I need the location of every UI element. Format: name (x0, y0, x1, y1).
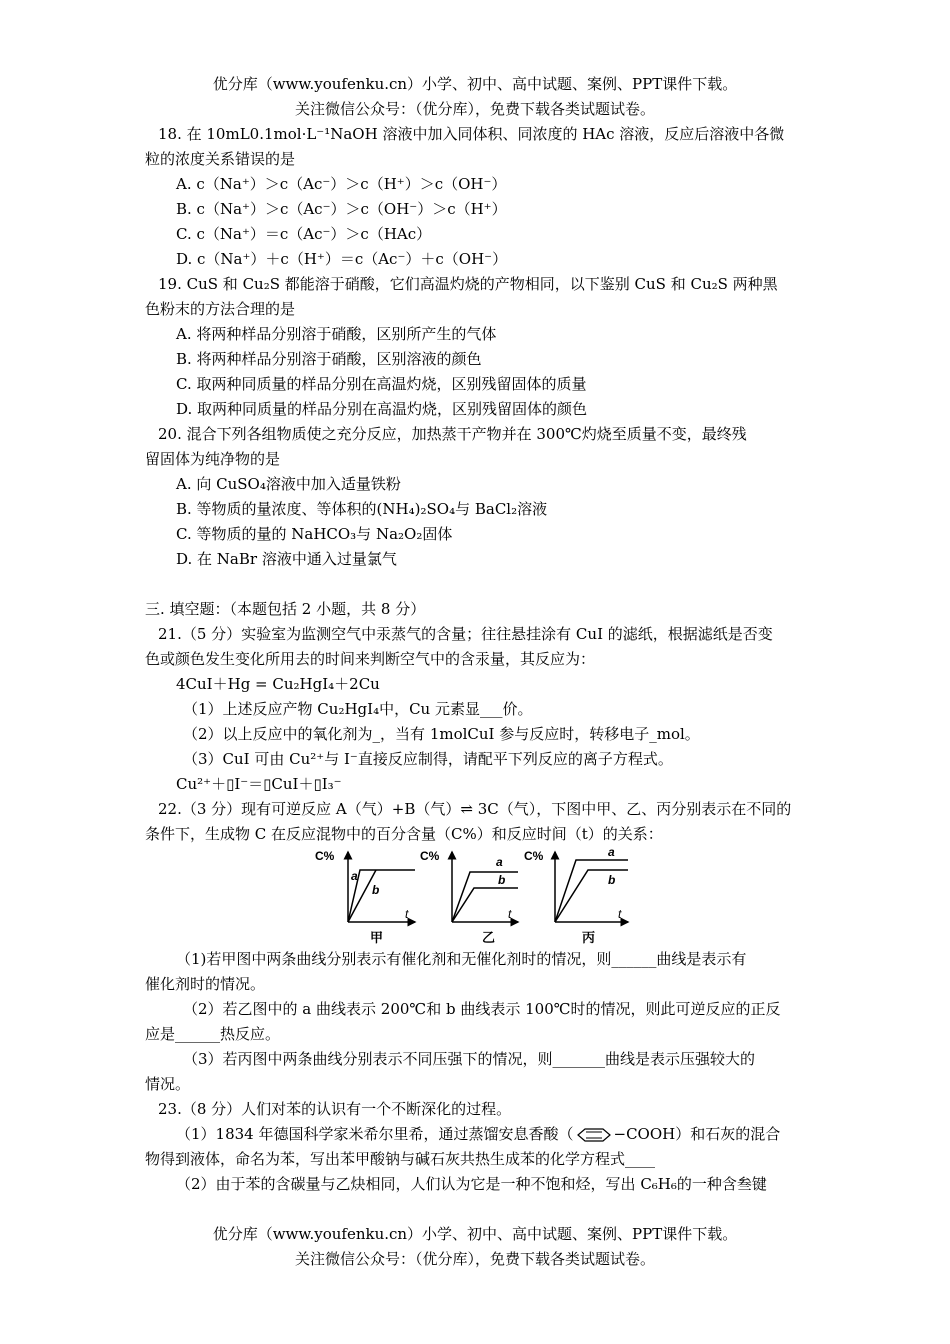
q18-option-c: C. c（Na⁺）＝c（Ac⁻）＞c（HAc） (176, 225, 432, 243)
panel-jia (315, 849, 415, 945)
panel-yi-label-a: a (496, 855, 503, 869)
q22-stem-2: 条件下，生成物 C 在反应混物中的百分含量（C%）和反应时间（t）的关系： (145, 825, 663, 843)
q21-stem-1: 21.（5 分）实验室为监测空气中汞蒸气的含量；往往悬挂涂有 CuI 的滤纸，根据滤纸是否变 (158, 625, 773, 643)
q21-equation: 4CuI＋Hg = Cu₂HgI₄＋2Cu (176, 675, 380, 693)
q20-option-b: B. 等物质的量浓度、等体积的(NH₄)₂SO₄与 BaCl₂溶液 (176, 500, 548, 518)
q22-part-3-a: （3）若丙图中两条曲线分别表示不同压强下的情况，则_______曲线是表示压强较大的 (183, 1050, 756, 1068)
panel-yi-ylabel: C% (420, 849, 440, 863)
q23-part-1-a-pre: （1）1834 年德国科学家米希尔里希，通过蒸馏安息香酸（ (176, 1125, 574, 1143)
header-line-1: 优分库（www.youfenku.cn）小学、初中、高中试题、案例、PPT课件下载。 (212, 75, 738, 93)
q21-part-3: （3）CuI 可由 Cu²⁺与 I⁻直接反应制得，请配平下列反应的离子方程式。 (183, 750, 673, 768)
header-line-2: 关注微信公众号：（优分库），免费下载各类试题试卷。 (294, 100, 655, 118)
q18-stem-1: 18. 在 10mL0.1mol·L⁻¹NaOH 溶液中加入同体积、同浓度的 HAc 溶液，反应后溶液中各微 (158, 125, 785, 143)
panel-yi-xlabel: t (508, 907, 512, 921)
panel-bing (524, 845, 628, 945)
section-3-heading: 三. 填空题：（本题包括 2 小题，共 8 分） (145, 600, 426, 618)
panel-jia-caption: 甲 (370, 930, 384, 945)
panel-yi (420, 849, 518, 945)
panel-jia-label-a: a (351, 869, 358, 883)
q23-part-1-b: 物得到液体，命名为苯，写出苯甲酸钠与碱石灰共热生成苯的化学方程式____ (145, 1150, 656, 1168)
q19-option-b: B. 将两种样品分别溶于硝酸，区别溶液的颜色 (176, 350, 482, 368)
q22-figure (310, 842, 640, 946)
q21-stem-2: 色或颜色发生变化所用去的时间来判断空气中的含汞量，其反应为： (145, 650, 596, 668)
footer-line-2: 关注微信公众号：（优分库），免费下载各类试题试卷。 (294, 1250, 655, 1268)
q21-ionic-equation: Cu²⁺＋▯I⁻＝▯CuI＋▯I₃⁻ (176, 775, 342, 793)
q20-option-c: C. 等物质的量的 NaHCO₃与 Na₂O₂固体 (176, 525, 453, 543)
q20-stem-2: 留固体为纯净物的是 (145, 450, 281, 468)
panel-bing-label-a: a (608, 845, 615, 859)
panel-bing-xlabel: t (618, 907, 622, 921)
q18-stem-2: 粒的浓度关系错误的是 (145, 150, 296, 168)
q18-option-b: B. c（Na⁺）＞c（Ac⁻）＞c（OH⁻）＞c（H⁺） (176, 200, 507, 218)
q23-part-2-a: （2）由于苯的含碳量与乙炔相同，人们认为它是一种不饱和烃，写出 C₆H₆的一种含叁键 (176, 1175, 767, 1193)
benzene-ring-icon (574, 1127, 614, 1143)
q21-part-1: （1）上述反应产物 Cu₂HgI₄中，Cu 元素显___价。 (183, 700, 533, 718)
panel-bing-label-b: b (608, 873, 616, 887)
q19-stem-1: 19. CuS 和 Cu₂S 都能溶于硝酸，它们高温灼烧的产物相同，以下鉴别 CuS 和 Cu₂S 两种黑 (158, 275, 778, 293)
panel-jia-label-b: b (372, 883, 380, 897)
q18-option-d: D. c（Na⁺）＋c（H⁺）＝c（Ac⁻）＋c（OH⁻） (176, 250, 508, 268)
q23-part-1-a-post: −COOH）和石灰的混合 (613, 1125, 781, 1143)
q22-part-1-a: （1)若甲图中两条曲线分别表示有催化剂和无催化剂时的情况，则______曲线是表示有 (176, 950, 747, 968)
q18-option-a: A. c（Na⁺）＞c（Ac⁻）＞c（H⁺）＞c（OH⁻） (176, 175, 507, 193)
panel-yi-caption: 乙 (482, 930, 496, 945)
q19-stem-2: 色粉末的方法合理的是 (145, 300, 296, 318)
q22-part-1-b: 催化剂时的情况。 (145, 975, 266, 993)
panel-jia-ylabel: C% (315, 849, 335, 863)
panel-yi-label-b: b (498, 873, 506, 887)
q22-part-2-a: （2）若乙图中的 a 曲线表示 200℃和 b 曲线表示 100℃时的情况，则此可逆反应的正反 (183, 1000, 781, 1018)
q19-option-d: D. 取两种同质量的样品分别在高温灼烧，区别残留固体的颜色 (176, 400, 588, 418)
panel-bing-caption: 丙 (582, 930, 596, 945)
q22-stem-1: 22.（3 分）现有可逆反应 A（气）+B（气）⇌ 3C（气），下图中甲、乙、丙分别表示在不同的 (158, 800, 792, 818)
q22-part-2-b: 应是______热反应。 (145, 1025, 281, 1043)
q20-stem-1: 20. 混合下列各组物质使之充分反应，加热蒸干产物并在 300℃灼烧至质量不变，最终残 (158, 425, 747, 443)
q23-part-1-a (176, 1124, 780, 1144)
q20-option-a: A. 向 CuSO₄溶液中加入适量铁粉 (176, 475, 401, 493)
q22-part-3-b: 情况。 (145, 1075, 191, 1093)
q22-figure-svg (310, 842, 640, 946)
q20-option-d: D. 在 NaBr 溶液中通入过量氯气 (176, 550, 397, 568)
q21-part-2: （2）以上反应中的氧化剂为_，当有 1molCuI 参与反应时，转移电子_mol。 (183, 725, 700, 743)
footer-line-1: 优分库（www.youfenku.cn）小学、初中、高中试题、案例、PPT课件下载。 (212, 1225, 738, 1243)
q19-option-a: A. 将两种样品分别溶于硝酸，区别所产生的气体 (176, 325, 497, 343)
q19-option-c: C. 取两种同质量的样品分别在高温灼烧，区别残留固体的质量 (176, 375, 587, 393)
q23-stem: 23.（8 分）人们对苯的认识有一个不断深化的过程。 (158, 1100, 512, 1118)
panel-jia-xlabel: t (405, 907, 409, 921)
panel-bing-ylabel: C% (524, 849, 544, 863)
